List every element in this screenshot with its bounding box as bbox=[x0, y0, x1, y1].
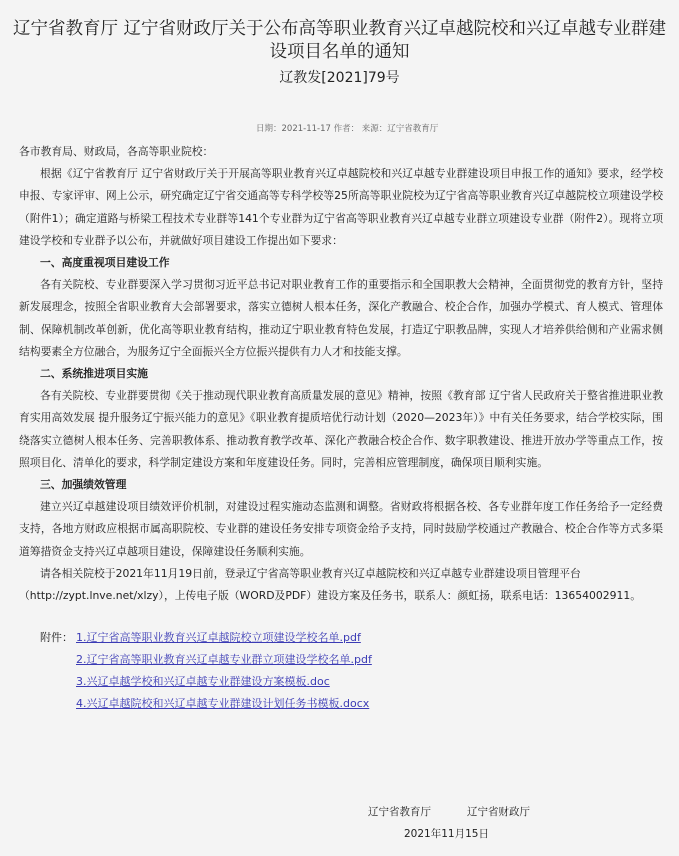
submission-paragraph: 请各相关院校于2021年11月19日前，登录辽宁省高等职业教育兴辽卓越院校和兴辽卓越专业群建设项目管理平台 bbox=[40, 566, 581, 580]
section-heading-2: 二、系统推进项目实施 bbox=[40, 367, 148, 381]
notice-body bbox=[19, 141, 663, 607]
salutation: 各市教育局、财政局，各高等职业院校： bbox=[19, 145, 214, 158]
attachment-row bbox=[40, 649, 372, 671]
attachment-row bbox=[40, 693, 372, 715]
attachment-link-3[interactable]: 3.兴辽卓越学校和兴辽卓越专业群建设方案模板.doc bbox=[76, 675, 330, 688]
contact-paragraph: （http://zypt.lnve.net/xlzy），上传电子版（WORD及PDF）建设方案及任务书，联系人：颜虹扬，联系电话：13654002911。 bbox=[19, 589, 642, 603]
document-number: 辽教发[2021]79号 bbox=[279, 70, 400, 86]
attachment-link-2[interactable]: 2.辽宁省高等职业教育兴辽卓越专业群立项建设学校名单.pdf bbox=[76, 653, 372, 666]
section-heading-1: 一、高度重视项目建设工作 bbox=[40, 256, 170, 270]
intro-paragraph: 根据《辽宁省教育厅 辽宁省财政厅关于开展高等职业教育兴辽卓越院校和兴辽卓越专业群建设项目申报工作的通知》要求，经学校申报、专家评审、网上公示，研究确定辽宁省交通高等专科学校等25所高等职业院校为辽宁省高等职业教育兴辽卓越院校立项建设学校（附件1）；确定道路与桥梁工程技术专业群等141个专业群为辽宁省高等职业教育兴辽卓越专业群立项建设专业群（附件2）。现将立项建设学校和专业群予以公布，并就做好项目建设工作提出如下要求： bbox=[19, 167, 663, 247]
section-paragraph-3: 建立兴辽卓越建设项目绩效评价机制，对建设过程实施动态监测和调整。省财政将根据各校、各专业群年度工作任务给予一定经费支持，各地方财政应根据市属高职院校、专业群的建设任务安排专项资金给予支持，同时鼓励学校通过产教融合、校企合作等方式多渠道筹措资金支持兴辽卓越项目建设，保障建设任务顺利实施。 bbox=[19, 500, 663, 558]
section-paragraph-2: 各有关院校、专业群要贯彻《关于推动现代职业教育高质量发展的意见》精神，按照《教育部 辽宁省人民政府关于整省推进职业教育实用高效发展 提升服务辽宁振兴能力的意见》《职业教育提质培优行动计划（2020—2023年）》中有关任务要求，结合学校实际，围绕落实立德树人根本任务、完善职教体系、推动教育教学改革、深化产教融合校企合作、数字职教建设、推进开放办学等重点工作，按照项目化、清单化的要求，科学制定建设方案和年度建设任务。同时，完善相应管理制度，确保项目顺利实施。 bbox=[19, 389, 663, 469]
attachment-row bbox=[40, 627, 372, 649]
attachment-label: 附件： bbox=[40, 631, 73, 644]
attachment-link-1[interactable]: 1.辽宁省高等职业教育兴辽卓越院校立项建设学校名单.pdf bbox=[76, 631, 361, 644]
page-title: 辽宁省教育厅 辽宁省财政厅关于公布高等职业教育兴辽卓越院校和兴辽卓越专业群建设项目名单的通知 bbox=[12, 19, 667, 62]
signature-finance-dept: 辽宁省财政厅 bbox=[467, 806, 530, 818]
section-paragraph-1: 各有关院校、专业群要深入学习贯彻习近平总书记对职业教育工作的重要指示和全国职教大会精神，全面贯彻党的教育方针，坚持新发展理念，按照全省职业教育大会部署要求，落实立德树人根本任务，深化产教融合、校企合作，加强办学模式、育人模式、管理体制、保障机制改革创新，优化高等职业教育结构，推动辽宁职业教育特色发展，打造辽宁职教品牌，实现人才培养供给侧和产业需求侧结构要素全方位融合，为服务辽宁全面振兴全方位振兴提供有力人才和技能支撑。 bbox=[19, 278, 663, 358]
publish-meta: 日期：2021-11-17 作者： 来源：辽宁省教育厅 bbox=[256, 124, 439, 134]
section-heading-3: 三、加强绩效管理 bbox=[40, 478, 127, 492]
signature-education-dept: 辽宁省教育厅 bbox=[368, 806, 431, 818]
signature-date: 2021年11月15日 bbox=[404, 828, 489, 840]
attachment-link-4[interactable]: 4.兴辽卓越院校和兴辽卓越专业群建设计划任务书模板.docx bbox=[76, 697, 370, 710]
attachment-row bbox=[40, 671, 372, 693]
attachment-list bbox=[40, 627, 372, 715]
